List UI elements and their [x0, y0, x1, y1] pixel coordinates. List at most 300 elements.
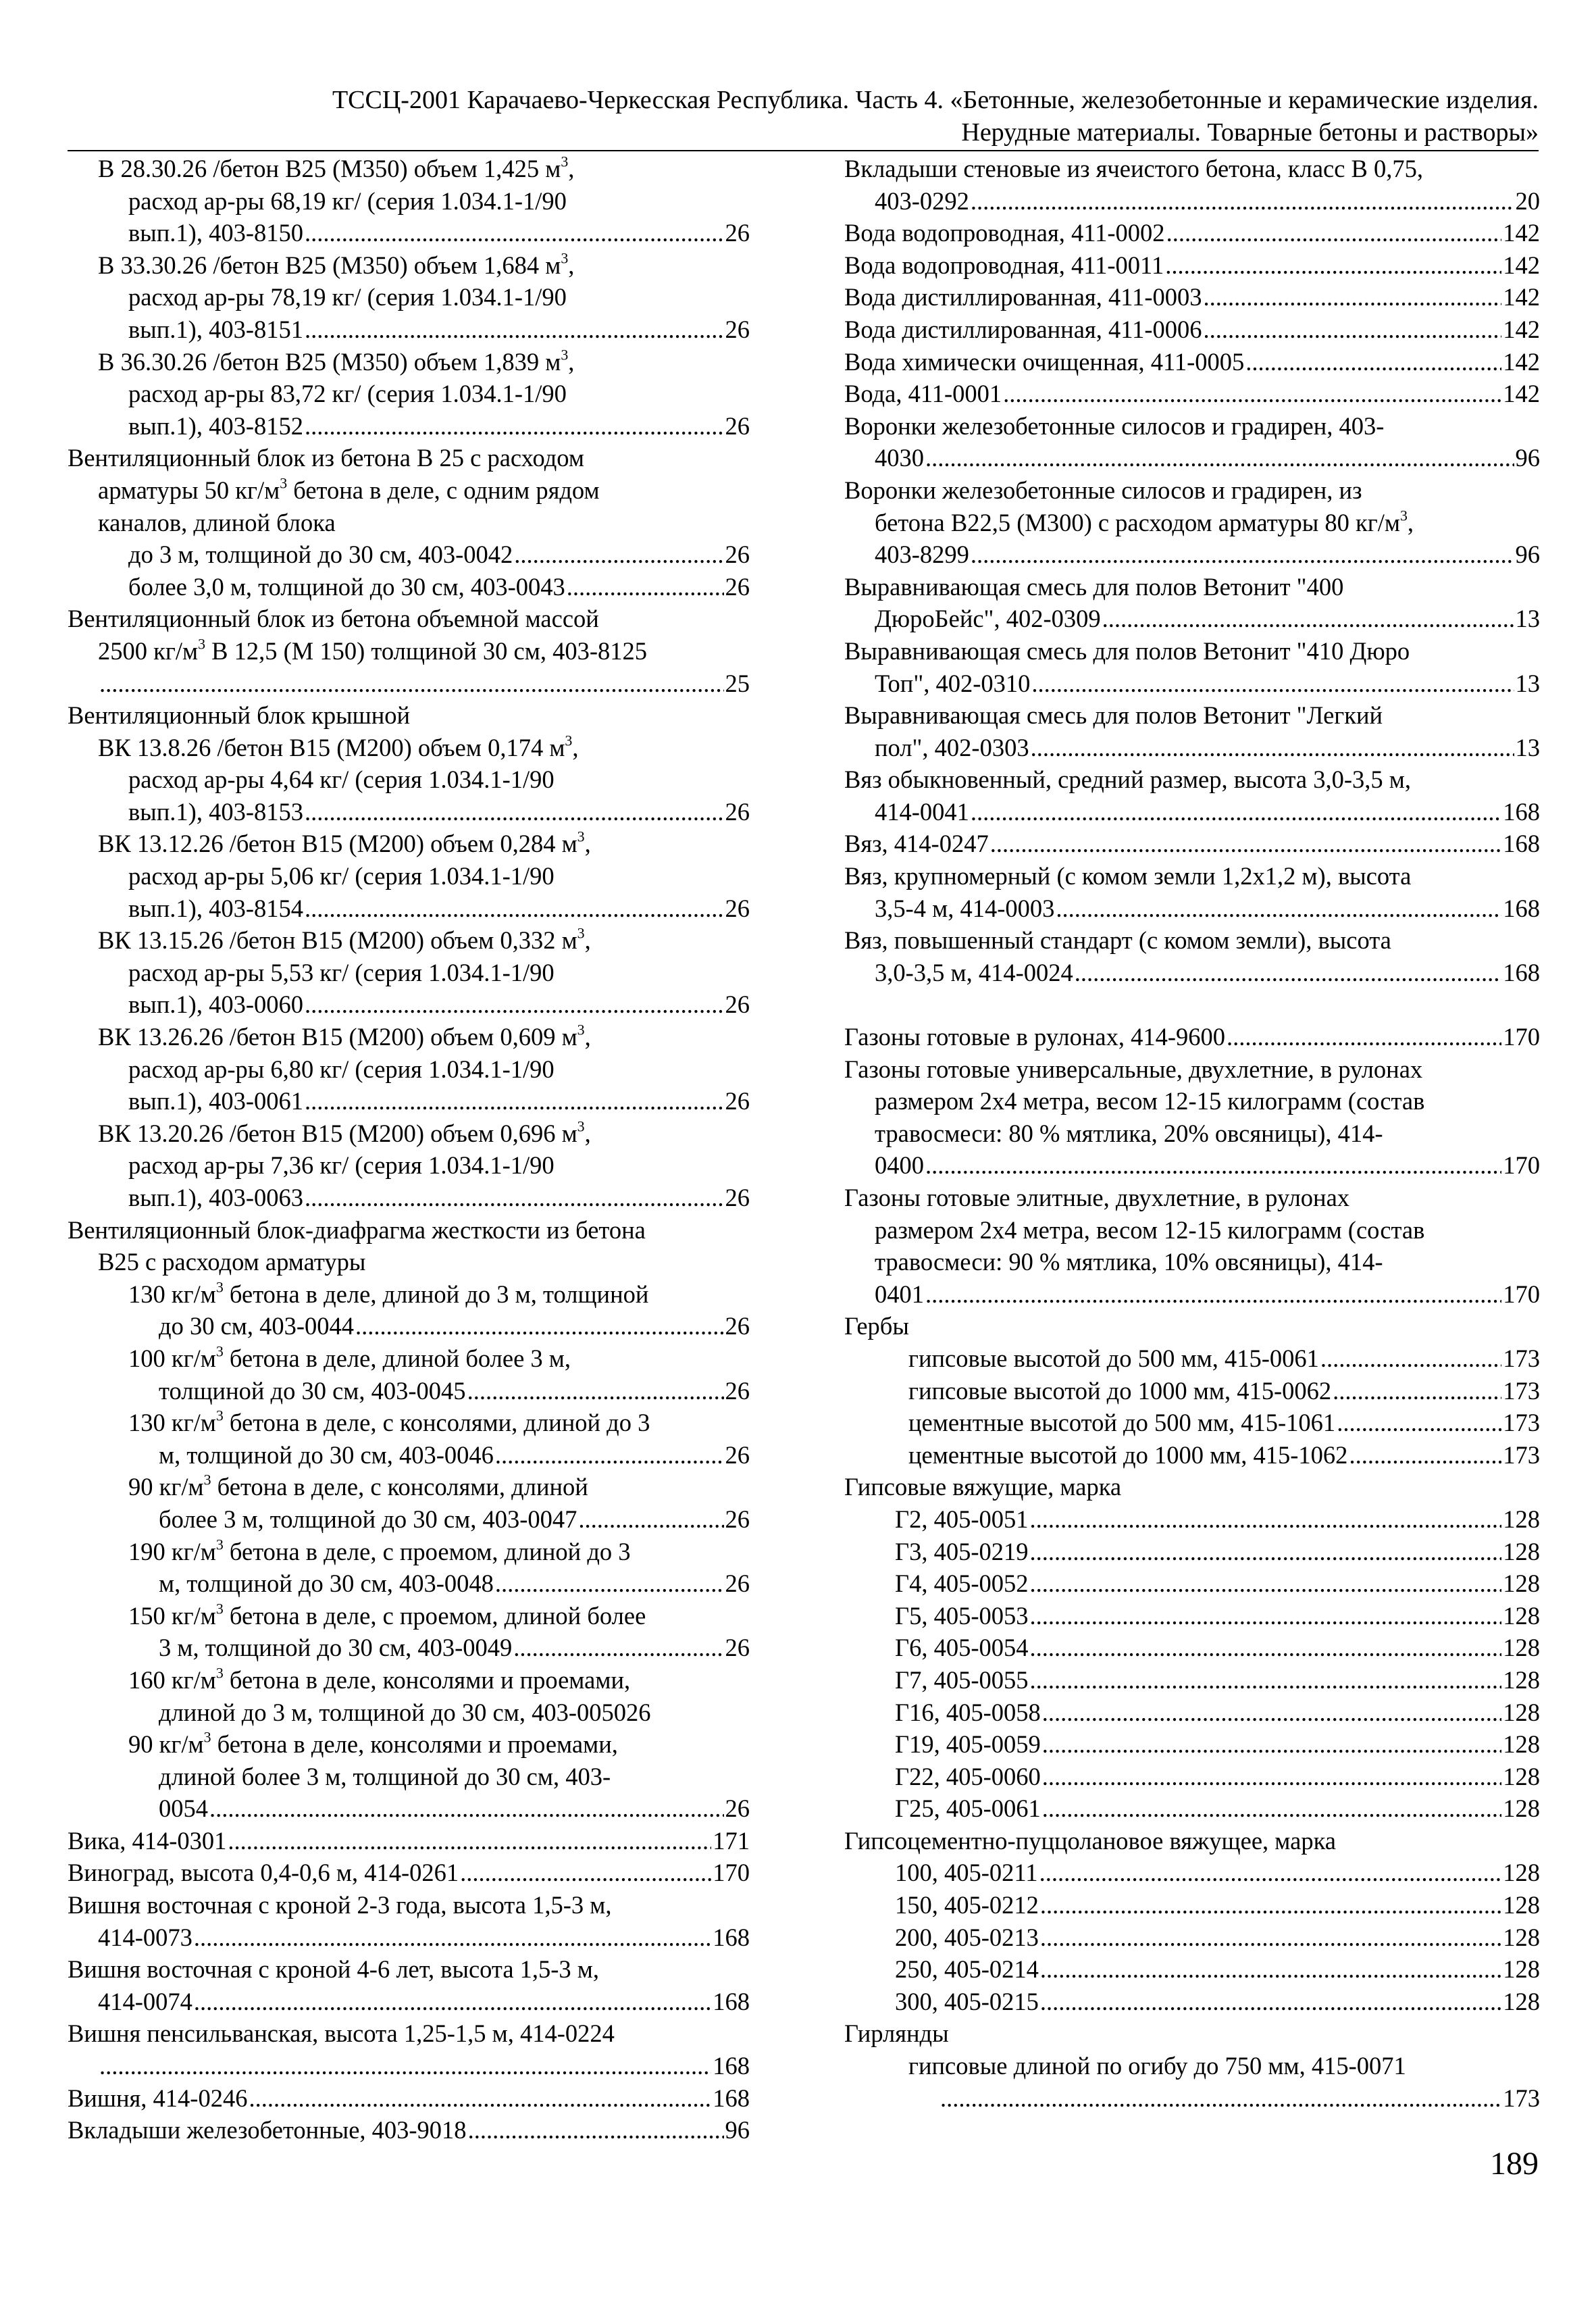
- index-entry-page: 168: [713, 2052, 750, 2080]
- index-entry: [844, 1021, 1540, 1053]
- index-entry-text: Вяз, крупномерный (с комом земли 1,2x1,2 м), высота: [844, 862, 1412, 890]
- dot-leader: [228, 1825, 711, 1857]
- index-entry-text: длиной до 3 м, толщиной до 30 см, 403-005026: [159, 1698, 651, 1726]
- page-number: 189: [1490, 2146, 1539, 2182]
- index-entry-text: 150 $кг/м^3$ бетона в деле, с проемом, длиной более: [128, 1600, 646, 1630]
- index-entry: [68, 346, 750, 443]
- index-entry-page: 128: [1503, 1537, 1540, 1565]
- index-entry-text: ВК 13.12.26 /бетон В15 (М200) объем 0,284 $м^3$,: [98, 828, 591, 858]
- index-entry-line: [68, 988, 750, 1021]
- index-entry-line: [68, 249, 750, 282]
- dot-leader: [514, 538, 723, 571]
- index-entry-text: Г16, 405-0058: [895, 1698, 1041, 1726]
- index-gap: [844, 988, 1540, 1021]
- index-entry-line: [844, 1632, 1540, 1664]
- index-entry-line: [844, 1149, 1540, 1182]
- index-entry-text: вып.1), 403-0060: [128, 990, 303, 1019]
- dot-leader: [971, 796, 1501, 828]
- index-entry-text: Гипсовые вяжущие, марка: [844, 1473, 1122, 1501]
- index-entry-text: расход ар-ры 83,72 кг/ (серия 1.034.1-1/90: [128, 380, 567, 408]
- index-entry-text: 403-8299: [875, 540, 969, 569]
- index-entry-line: [68, 732, 750, 764]
- index-entry-line: [68, 346, 750, 378]
- index-entry-text: травосмеси: 80 % мятлика, 20% овсяницы), 414-: [875, 1119, 1383, 1147]
- index-entry-line: [844, 281, 1540, 313]
- index-entry: [844, 1471, 1540, 1503]
- index-entry: [68, 1536, 750, 1600]
- index-column-right: [844, 153, 1540, 2114]
- index-entry-text: 2500 $кг/м^3$ В 12,5 (М 150) толщиной 30 см, 403-8125: [98, 635, 648, 665]
- index-entry-line: [844, 1825, 1540, 1857]
- index-entry-text: Г22, 405-0060: [895, 1762, 1041, 1790]
- index-entry-text: Вода водопроводная, 411-0011: [844, 251, 1164, 279]
- index-entry-line: [68, 1375, 750, 1407]
- dot-leader: [1166, 217, 1502, 249]
- index-entry-text: ВК 13.20.26 /бетон В15 (М200) объем 0,696 $м^3$,: [98, 1117, 591, 1147]
- index-entry-line: [68, 217, 750, 249]
- index-entry-line: [844, 892, 1540, 925]
- index-entry-text: Г19, 405-0059: [895, 1730, 1041, 1759]
- index-entry-page: 96: [725, 2116, 750, 2144]
- index-entry-line: [68, 1600, 750, 1632]
- index-entry-page: 26: [725, 219, 750, 247]
- index-column-left: [68, 153, 750, 2146]
- index-entry-page: 168: [1503, 830, 1540, 858]
- index-entry-text: 300, 405-0215: [895, 1987, 1039, 2015]
- dot-leader: [1227, 1021, 1501, 1053]
- index-entry: [68, 924, 750, 1021]
- index-entry-line: [68, 2114, 750, 2146]
- dot-leader: [1042, 1696, 1501, 1729]
- header-line-2: Нерудные материалы. Товарные бетоны и растворы»: [961, 118, 1539, 147]
- index-entry-line: [68, 1085, 750, 1117]
- index-entry-line: [844, 1407, 1540, 1439]
- index-entry-line: [844, 1182, 1540, 1214]
- index-entry-text: вып.1), 403-8151: [128, 315, 303, 343]
- index-entry-line: [844, 442, 1540, 474]
- index-entry: [844, 924, 1540, 988]
- index-entry: [844, 1696, 1540, 1729]
- index-entry-line: [844, 860, 1540, 892]
- dot-leader: [99, 668, 724, 700]
- index-entry-text: 0400: [875, 1151, 924, 1180]
- index-entry-text: цементные высотой до 500 мм, 415-1061: [908, 1409, 1336, 1437]
- index-entry-text: Вишня восточная с кроной 4-6 лет, высота 1,5-3 м,: [68, 1955, 600, 1984]
- index-entry-text: до 30 см, 403-0044: [159, 1312, 355, 1340]
- index-entry-text: м, толщиной до 30 см, 403-0046: [159, 1440, 494, 1469]
- dot-leader: [495, 1567, 724, 1600]
- index-entry-line: [844, 1761, 1540, 1793]
- index-entry-text: 130 $кг/м^3$ бетона в деле, с консолями, длиной до 3: [128, 1407, 650, 1437]
- dot-leader: [1031, 732, 1514, 764]
- index-entry-text: размером 2x4 метра, весом 12-15 килограмм (состав: [875, 1087, 1425, 1115]
- index-entry-page: 26: [725, 315, 750, 343]
- dot-leader: [1349, 1439, 1501, 1472]
- index-entry-line: [844, 2082, 1540, 2115]
- index-entry-page: 26: [725, 797, 750, 826]
- index-entry-line: [68, 1471, 750, 1503]
- index-entry-text: ВК 13.8.26 /бетон В15 (М200) объем 0,174 $м^3$,: [98, 732, 579, 761]
- dot-leader: [1204, 313, 1502, 346]
- index-entry-text: 414-0074: [98, 1987, 192, 2015]
- dot-leader: [1030, 1503, 1502, 1536]
- index-entry-page: 168: [1503, 958, 1540, 986]
- index-entry: [844, 1792, 1540, 1825]
- index-entry-line: [844, 1889, 1540, 1921]
- index-entry-page: 26: [725, 1794, 750, 1823]
- index-entry-page: 26: [725, 990, 750, 1019]
- index-entry-text: 414-0041: [875, 797, 969, 826]
- index-entry-text: 90 $кг/м^3$ бетона в деле, с консолями, длиной: [128, 1472, 588, 1501]
- dot-leader: [925, 442, 1514, 474]
- index-entry-page: 142: [1503, 283, 1540, 311]
- index-entry-page: 168: [1503, 894, 1540, 922]
- index-entry: [844, 1310, 1540, 1342]
- index-entry: [68, 442, 750, 538]
- index-entry-line: [844, 924, 1540, 957]
- index-entry-text: Вяз обыкновенный, средний размер, высота 3,0-3,5 м,: [844, 765, 1411, 794]
- index-entry-line: [844, 1536, 1540, 1568]
- dot-leader: [305, 1085, 724, 1117]
- index-entry: [844, 1632, 1540, 1664]
- index-entry-page: 128: [1503, 1634, 1540, 1662]
- index-entry-line: [68, 603, 750, 635]
- index-entry-line: [844, 1471, 1540, 1503]
- index-entry: [68, 1953, 750, 2017]
- index-entry-page: 168: [713, 1923, 750, 1951]
- index-entry: [844, 1536, 1540, 1568]
- index-entry-line: [844, 1792, 1540, 1825]
- index-entry-text: Вода химически очищенная, 411-0005: [844, 347, 1245, 376]
- index-entry-line: [844, 410, 1540, 443]
- index-entry-line: [68, 1278, 750, 1311]
- index-entry-page: 128: [1503, 1987, 1540, 2015]
- index-entry: [68, 699, 750, 732]
- dot-leader: [467, 1375, 724, 1407]
- index-entry-line: [68, 635, 750, 668]
- index-entry-page: 26: [725, 1569, 750, 1598]
- index-entry: [844, 699, 1540, 763]
- index-entry: [844, 1921, 1540, 1954]
- dot-leader: [99, 2050, 711, 2082]
- index-entry-line: [844, 1986, 1540, 2018]
- dot-leader: [305, 988, 724, 1021]
- dot-leader: [1042, 1728, 1501, 1761]
- index-entry-text: Г4, 405-0052: [895, 1569, 1029, 1598]
- index-entry-line: [844, 1857, 1540, 1889]
- index-entry-page: 128: [1503, 1859, 1540, 1887]
- dot-leader: [1003, 378, 1501, 410]
- index-entry-page: 142: [1503, 219, 1540, 247]
- index-entry-line: [68, 1986, 750, 2018]
- index-entry-text: расход ар-ры 7,36 кг/ (серия 1.034.1-1/90: [128, 1151, 555, 1180]
- dot-leader: [567, 571, 724, 603]
- index-entry-page: 173: [1503, 2084, 1540, 2112]
- dot-leader: [1245, 346, 1501, 378]
- index-entry-page: 173: [1503, 1409, 1540, 1437]
- index-entry-page: 26: [725, 894, 750, 922]
- index-entry-text: Вентиляционный блок из бетона объемной массой: [68, 605, 599, 633]
- index-entry-page: 25: [725, 669, 750, 697]
- index-entry-line: [844, 507, 1540, 539]
- index-entry-text: более 3,0 м, толщиной до 30 см, 403-0043: [128, 572, 565, 601]
- index-entry: [844, 249, 1540, 282]
- index-entry-text: ВК 13.15.26 /бетон В15 (М200) объем 0,332 $м^3$,: [98, 924, 591, 955]
- index-entry-text: 100, 405-0211: [895, 1859, 1038, 1887]
- index-entry-line: [68, 924, 750, 957]
- index-entry-text: 130 $кг/м^3$ бетона в деле, длиной до 3 м, толщиной: [128, 1278, 649, 1308]
- dot-leader: [1040, 1889, 1501, 1921]
- index-entry-text: расход ар-ры 68,19 кг/ (серия 1.034.1-1/90: [128, 186, 567, 215]
- index-entry-text: Виноград, высота 0,4-0,6 м, 414-0261: [68, 1859, 459, 1887]
- index-entry-text: Г25, 405-0061: [895, 1794, 1041, 1823]
- index-entry-page: 170: [1503, 1280, 1540, 1308]
- index-entry-text: Вкладыши железобетонные, 403-9018: [68, 2116, 467, 2144]
- index-entry-text: Вода дистиллированная, 411-0003: [844, 283, 1202, 311]
- index-entry-text: вып.1), 403-8150: [128, 219, 303, 247]
- index-entry-line: [68, 699, 750, 732]
- index-entry: [844, 1825, 1540, 1857]
- index-entry-line: [844, 2017, 1540, 2050]
- index-entry: [844, 1953, 1540, 1986]
- index-entry-text: вып.1), 403-0063: [128, 1184, 303, 1211]
- dot-leader: [971, 538, 1514, 571]
- index-entry: [844, 1761, 1540, 1793]
- dot-leader: [925, 1149, 1501, 1182]
- index-entry-page: 96: [1515, 540, 1540, 569]
- index-entry-text: Вентиляционный блок-диафрагма жесткости из бетона: [68, 1215, 646, 1244]
- index-entry-line: [68, 1407, 750, 1439]
- index-entry-text: Г3, 405-0219: [895, 1537, 1029, 1565]
- index-entry: [68, 1407, 750, 1471]
- index-entry-page: 128: [1503, 1698, 1540, 1726]
- index-entry-text: травосмеси: 90 % мятлика, 10% овсяницы), 414-: [875, 1248, 1383, 1276]
- index-entry-line: [844, 1342, 1540, 1375]
- index-entry-text: Вика, 414-0301: [68, 1826, 227, 1855]
- index-entry-text: расход ар-ры 4,64 кг/ (серия 1.034.1-1/90: [128, 765, 555, 794]
- index-entry: [844, 217, 1540, 249]
- index-entry-page: 128: [1503, 1730, 1540, 1759]
- index-entry-line: [844, 2050, 1540, 2082]
- index-entry-line: [844, 1439, 1540, 1472]
- index-entry-line: [68, 1053, 750, 1086]
- index-entry-page: 26: [725, 1184, 750, 1211]
- index-entry: [844, 1728, 1540, 1761]
- index-entry: [844, 378, 1540, 410]
- dot-leader: [305, 892, 724, 925]
- index-entry-line: [68, 763, 750, 796]
- index-entry-line: [68, 1953, 750, 1986]
- index-entry-page: 142: [1503, 315, 1540, 343]
- index-entry-text: бетона В22,5 (М300) с расходом арматуры 80 $кг/м^3$,: [875, 507, 1414, 536]
- index-entry: [68, 1664, 750, 1728]
- index-entry: [844, 571, 1540, 635]
- index-entry-page: 170: [1503, 1151, 1540, 1180]
- dot-leader: [305, 217, 724, 249]
- dot-leader: [578, 1503, 723, 1536]
- index-entry-line: [844, 732, 1540, 764]
- dot-leader: [1040, 1921, 1501, 1954]
- index-entry: [844, 1567, 1540, 1600]
- index-entry-line: [844, 957, 1540, 989]
- index-entry: [68, 1728, 750, 1825]
- index-entry-line: [68, 507, 750, 539]
- index-entry-line: [844, 1375, 1540, 1407]
- index-entry: [68, 603, 750, 699]
- index-entry-line: [68, 1889, 750, 1921]
- index-entry: [844, 153, 1540, 217]
- index-entry-line: [68, 1149, 750, 1182]
- index-entry-line: [68, 1503, 750, 1536]
- index-entry-line: [844, 1696, 1540, 1729]
- dot-leader: [990, 828, 1502, 860]
- index-entry: [844, 1342, 1540, 1375]
- index-entry-line: [68, 442, 750, 474]
- index-entry-page: 128: [1503, 1505, 1540, 1533]
- index-entry-text: Газоны готовые в рулонах, 414-9600: [844, 1023, 1226, 1051]
- index-entry: [68, 1600, 750, 1664]
- index-entry-line: [844, 1085, 1540, 1117]
- index-entry-page: 128: [1503, 1601, 1540, 1630]
- index-entry-text: В 28.30.26 /бетон В25 (М350) объем 1,425 $м^3$,: [98, 153, 575, 182]
- index-entry-page: 26: [725, 1087, 750, 1115]
- index-entry-line: [844, 1021, 1540, 1053]
- index-entry-line: [68, 1632, 750, 1664]
- dot-leader: [1030, 1567, 1502, 1600]
- index-entry-text: расход ар-ры 6,80 кг/ (серия 1.034.1-1/90: [128, 1055, 555, 1083]
- index-entry: [844, 313, 1540, 346]
- index-entry-text: расход ар-ры 78,19 кг/ (серия 1.034.1-1/90: [128, 283, 567, 311]
- index-entry-line: [68, 410, 750, 443]
- dot-leader: [460, 1857, 711, 1889]
- index-entry: [68, 571, 750, 603]
- dot-leader: [925, 1278, 1501, 1311]
- index-entry-text: Вишня восточная с кроной 2-3 года, высота 1,5-3 м,: [68, 1891, 612, 1919]
- index-entry-text: Вишня пенсильванская, высота 1,25-1,5 м, 414-0224: [68, 2019, 615, 2048]
- index-entry-text: 100 $кг/м^3$ бетона в деле, длиной более 3 м,: [128, 1342, 571, 1372]
- dot-leader: [1075, 957, 1501, 989]
- index-entry-line: [844, 1310, 1540, 1342]
- index-entry: [68, 1471, 750, 1535]
- dot-leader: [194, 1921, 711, 1954]
- index-entry-text: гипсовые высотой до 500 мм, 415-0061: [908, 1344, 1319, 1372]
- index-entry-line: [68, 1696, 750, 1729]
- index-entry-page: 142: [1503, 380, 1540, 408]
- index-entry: [844, 860, 1540, 924]
- index-entry-text: 90 $кг/м^3$ бетона в деле, консолями и проемами,: [128, 1728, 618, 1759]
- index-entry-text: арматуры 50 $кг/м^3$ бетона в деле, с одним рядом: [98, 474, 600, 504]
- index-entry-page: 26: [725, 572, 750, 601]
- index-entry: [68, 1021, 750, 1117]
- index-entry-line: [68, 153, 750, 185]
- dot-leader: [305, 1182, 724, 1214]
- index-entry-page: 168: [713, 2084, 750, 2112]
- index-entry: [844, 1375, 1540, 1407]
- index-entry-page: 128: [1503, 1665, 1540, 1694]
- header-rule: [68, 150, 1539, 151]
- index-entry: [844, 2017, 1540, 2050]
- index-entry-text: гипсовые высотой до 1000 мм, 415-0062: [908, 1376, 1332, 1405]
- index-entry-text: Выравнивающая смесь для полов Ветонит "410 Дюро: [844, 636, 1410, 665]
- index-entry-page: 173: [1503, 1376, 1540, 1405]
- index-entry-page: 20: [1515, 186, 1540, 215]
- index-entry-text: 3,0-3,5 м, 414-0024: [875, 958, 1073, 986]
- index-entry-text: 150, 405-0212: [895, 1891, 1039, 1919]
- dot-leader: [513, 1632, 723, 1664]
- index-entry-line: [844, 153, 1540, 185]
- index-entry-text: цементные высотой до 1000 мм, 415-1062: [908, 1440, 1348, 1469]
- index-entry-line: [844, 249, 1540, 282]
- index-entry-line: [68, 1921, 750, 1954]
- index-entry-text: м, толщиной до 30 см, 403-0048: [159, 1569, 494, 1598]
- index-entry-text: 0054: [159, 1794, 208, 1823]
- index-entry-line: [68, 281, 750, 313]
- index-entry-page: 170: [713, 1859, 750, 1887]
- index-entry-text: Выравнивающая смесь для полов Ветонит "400: [844, 572, 1344, 601]
- index-entry: [844, 1053, 1540, 1182]
- index-entry: [68, 153, 750, 249]
- index-entry-line: [68, 1857, 750, 1889]
- index-entry-text: Газоны готовые элитные, двухлетние, в рулонах: [844, 1184, 1350, 1211]
- index-entry-line: [68, 860, 750, 892]
- index-entry-page: 26: [725, 540, 750, 569]
- index-entry-line: [844, 313, 1540, 346]
- index-entry-line: [844, 635, 1540, 668]
- index-entry-line: [844, 763, 1540, 796]
- index-entry-line: [68, 538, 750, 571]
- index-entry-line: [844, 603, 1540, 635]
- dot-leader: [305, 796, 724, 828]
- index-entry-text: Г6, 405-0054: [895, 1634, 1029, 1662]
- index-entry-line: [68, 957, 750, 989]
- index-entry-line: [68, 2082, 750, 2115]
- index-entry-page: 168: [1503, 797, 1540, 826]
- index-entry: [844, 281, 1540, 313]
- index-entry-text: до 3 м, толщиной до 30 см, 403-0042: [128, 540, 513, 569]
- index-entry-text: размером 2x4 метра, весом 12-15 килограмм (состав: [875, 1215, 1425, 1244]
- index-entry-text: ВК 13.26.26 /бетон В15 (М200) объем 0,609 $м^3$,: [98, 1021, 591, 1051]
- index-entry: [844, 635, 1540, 699]
- index-entry: [844, 1503, 1540, 1536]
- index-entry: [844, 1407, 1540, 1439]
- index-entry-line: [844, 1728, 1540, 1761]
- index-entry-line: [844, 796, 1540, 828]
- index-entry-text: 4030: [875, 444, 924, 472]
- index-entry-line: [844, 1053, 1540, 1086]
- index-entry-line: [844, 1278, 1540, 1311]
- index-entry-text: Воронки железобетонные силосов и градирен, 403-: [844, 411, 1385, 440]
- index-entry: [68, 732, 750, 828]
- index-entry-page: 171: [713, 1826, 750, 1855]
- index-entry-text: Г5, 405-0053: [895, 1601, 1029, 1630]
- index-entry: [68, 1889, 750, 1953]
- index-entry-line: [844, 1664, 1540, 1696]
- index-entry-page: 96: [1515, 444, 1540, 472]
- index-entry-text: 0401: [875, 1280, 924, 1308]
- index-entry-page: 26: [725, 1376, 750, 1405]
- index-entry-page: 170: [1503, 1023, 1540, 1051]
- dot-leader: [468, 2114, 724, 2146]
- index-entry: [68, 828, 750, 924]
- index-entry-page: 128: [1503, 1923, 1540, 1951]
- index-entry-line: [68, 1117, 750, 1150]
- dot-leader: [1030, 1536, 1502, 1568]
- index-entry-text: 200, 405-0213: [895, 1923, 1039, 1951]
- index-entry-line: [844, 1921, 1540, 1954]
- index-entry: [68, 1342, 750, 1407]
- index-entry-line: [844, 538, 1540, 571]
- index-entry-line: [68, 1567, 750, 1600]
